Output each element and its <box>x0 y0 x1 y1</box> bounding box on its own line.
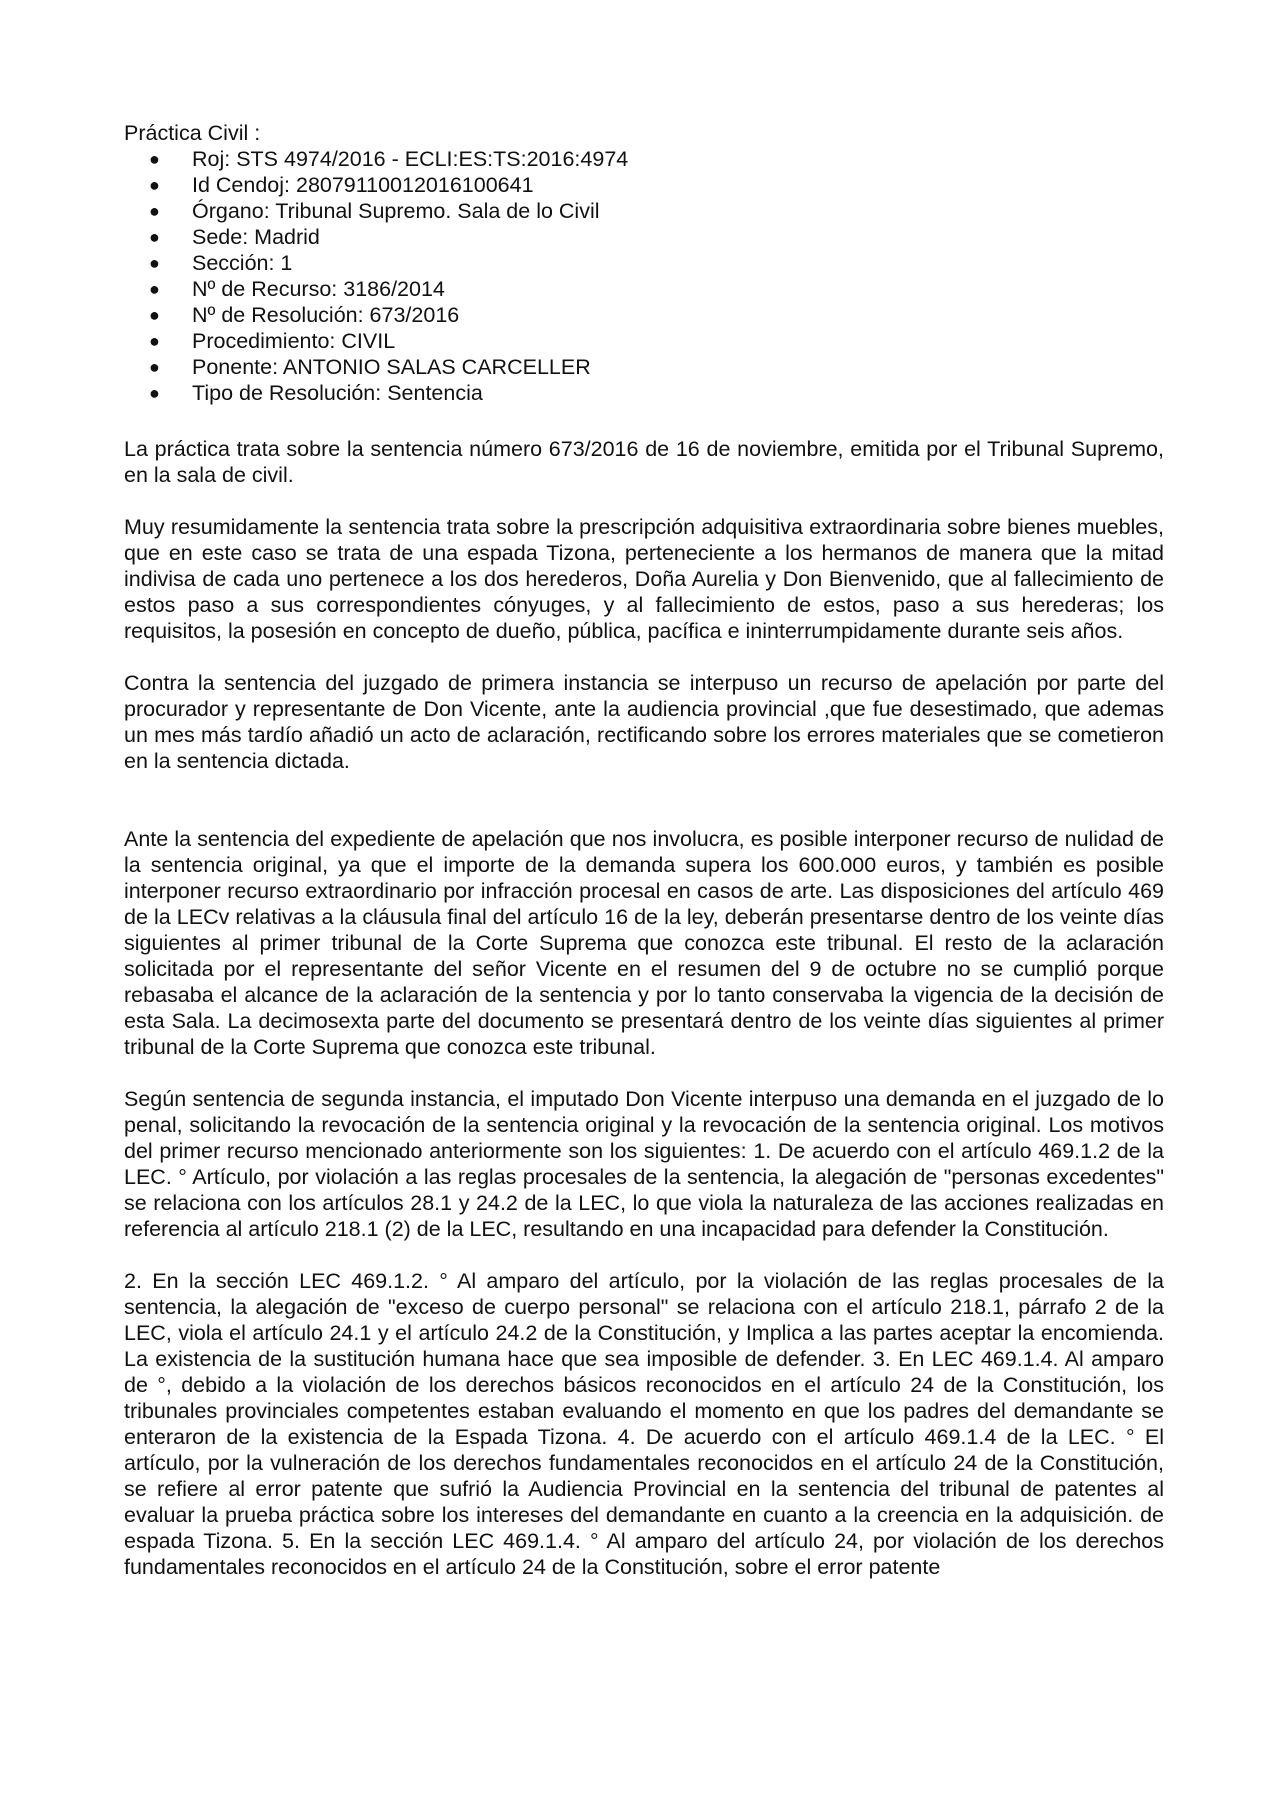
paragraph-intro: La práctica trata sobre la sentencia número 673/2016 de 16 de noviembre, emitida por el Tribunal Supremo, en la sala de civil. <box>124 437 1164 487</box>
paragraph-nullity: Ante la sentencia del expediente de apelación que nos involucra, es posible interponer recurso de nulidad de la sentencia original, ya que el importe de la demanda supera los 600.000 euros, y también es posible interponer recurso extraordinario por infracción procesal en casos de arte. Las disposiciones del artículo 469 de la LECv relativas a la cláusula final del artículo 16 de la ley, deberán presentarse dentro de los veinte días siguientes al primer tribunal de la Corte Suprema que conozca este tribunal. El resto de la aclaración solicitada por el representante del señor Vicente en el resumen del 9 de octubre no se cumplió porque rebasaba el alcance de la aclaración de la sentencia y por lo tanto conservaba la vigencia de la decisión de esta Sala. La decimosexta parte del documento se presentará dentro de los veinte días siguientes al primer tribunal de la Corte Suprema que conozca este tribunal. <box>124 827 1164 1059</box>
metadata-item <box>124 302 1164 328</box>
metadata-text: Nº de Recurso: 3186/2014 <box>192 277 445 301</box>
metadata-item <box>124 328 1164 354</box>
metadata-item <box>124 198 1164 224</box>
metadata-text: Sede: Madrid <box>192 225 320 249</box>
metadata-item <box>124 250 1164 276</box>
metadata-text: Ponente: ANTONIO SALAS CARCELLER <box>192 355 591 379</box>
bullet-icon: ● <box>149 331 160 351</box>
metadata-item <box>124 172 1164 198</box>
bullet-icon: ● <box>149 175 160 195</box>
paragraph-appeal: Contra la sentencia del juzgado de primera instancia se interpuso un recurso de apelación por parte del procurador y representante de Don Vicente, ante la audiencia provincial ,que fue desestimado, que ademas un mes más tardío añadió un acto de aclaración, rectificando sobre los errores materiales que se cometieron en la sentencia dictada. <box>124 671 1164 773</box>
bullet-icon: ● <box>149 279 160 299</box>
document-page <box>124 120 1164 1606</box>
document-heading: Práctica Civil : <box>124 121 261 145</box>
metadata-text: Órgano: Tribunal Supremo. Sala de lo Civil <box>192 199 600 223</box>
metadata-item <box>124 224 1164 250</box>
bullet-icon: ● <box>149 227 160 247</box>
bullet-icon: ● <box>149 357 160 377</box>
metadata-text: Sección: 1 <box>192 251 293 275</box>
metadata-list <box>124 146 1164 406</box>
paragraph-second-instance: Según sentencia de segunda instancia, el imputado Don Vicente interpuso una demanda en el juzgado de lo penal, solicitando la revocación de la sentencia original y la revocación de la sentencia original. Los motivos del primer recurso mencionado anteriormente son los siguientes: 1. De acuerdo con el artículo 469.1.2 de la LEC. ° Artículo, por violación a las reglas procesales de la sentencia, la alegación de "personas excedentes" se relaciona con los artículos 28.1 y 24.2 de la LEC, lo que viola la naturaleza de las acciones realizadas en referencia al artículo 218.1 (2) de la LEC, resultando en una incapacidad para defender la Constitución. <box>124 1087 1164 1241</box>
metadata-text: Procedimiento: CIVIL <box>192 329 396 353</box>
bullet-icon: ● <box>149 383 160 403</box>
paragraph-summary: Muy resumidamente la sentencia trata sobre la prescripción adquisitiva extraordinaria sobre bienes muebles, que en este caso se trata de una espada Tizona, perteneciente a los hermanos de manera que la mitad indivisa de cada uno pertenece a los dos herederos, Doña Aurelia y Don Bienvenido, que al fallecimiento de estos paso a sus correspondientes cónyuges, y al fallecimiento de estos, paso a sus herederas; los requisitos, la posesión en concepto de dueño, pública, pacífica e ininterrumpidamente durante seis años. <box>124 515 1164 643</box>
bullet-icon: ● <box>149 149 160 169</box>
metadata-item <box>124 146 1164 172</box>
metadata-item <box>124 380 1164 406</box>
bullet-icon: ● <box>149 305 160 325</box>
metadata-item <box>124 354 1164 380</box>
bullet-icon: ● <box>149 201 160 221</box>
metadata-text: Nº de Resolución: 673/2016 <box>192 303 460 327</box>
paragraph-grounds: 2. En la sección LEC 469.1.2. ° Al amparo del artículo, por la violación de las reglas procesales de la sentencia, la alegación de "exceso de cuerpo personal" se relaciona con el artículo 218.1, párrafo 2 de la LEC, viola el artículo 24.1 y el artículo 24.2 de la Constitución, y Implica a las partes aceptar la encomienda. La existencia de la sustitución humana hace que sea imposible de defender. 3. En LEC 469.1.4. Al amparo de °, debido a la violación de los derechos básicos reconocidos en el artículo 24 de la Constitución, los tribunales provinciales competentes estaban evaluando el momento en que los padres del demandante se enteraron de la existencia de la Espada Tizona. 4. De acuerdo con el artículo 469.1.4 de la LEC. ° El artículo, por la vulneración de los derechos fundamentales reconocidos en el artículo 24 de la Constitución, se refiere al error patente que sufrió la Audiencia Provincial en la sentencia del tribunal de patentes al evaluar la prueba práctica sobre los intereses del demandante en cuanto a la creencia en la adquisición. de espada Tizona. 5. En la sección LEC 469.1.4. ° Al amparo del artículo 24, por violación de los derechos fundamentales reconocidos en el artículo 24 de la Constitución, sobre el error patente <box>124 1269 1164 1579</box>
metadata-item <box>124 276 1164 302</box>
metadata-text: Roj: STS 4974/2016 - ECLI:ES:TS:2016:4974 <box>192 147 629 171</box>
metadata-text: Tipo de Resolución: Sentencia <box>192 381 483 405</box>
metadata-text: Id Cendoj: 28079110012016100641 <box>192 173 534 197</box>
bullet-icon: ● <box>149 253 160 273</box>
